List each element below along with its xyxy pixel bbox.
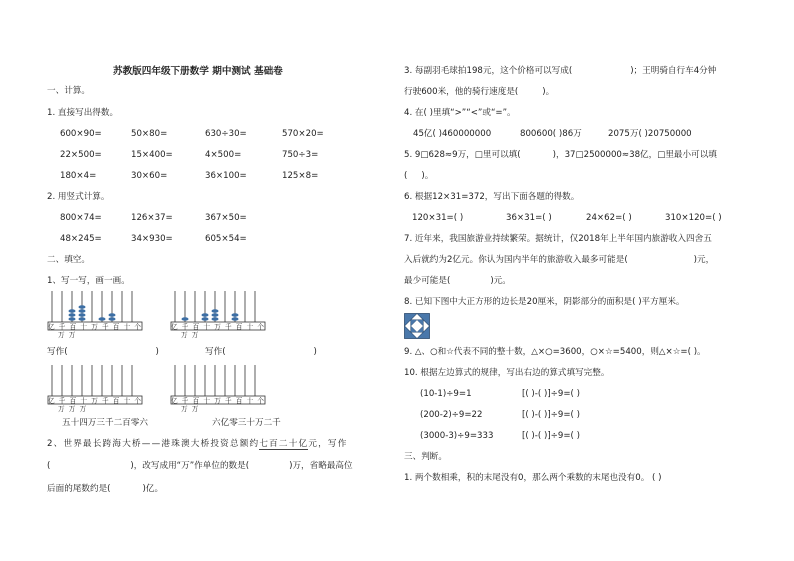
section-2-heading: 二、填空。 <box>47 255 90 265</box>
compare-item[interactable]: 45亿( )460000000 <box>413 129 492 139</box>
compare-item[interactable]: 2075万( )20750000 <box>608 129 692 139</box>
calc-item: 30×60= <box>131 171 168 181</box>
question-1-1: 1. 直接写出得数。 <box>47 108 119 118</box>
question-2-10: 10. 根据左边算式的规律，写出右边的算式填写完整。 <box>404 368 610 378</box>
vertical-calc-item: 800×74= <box>60 213 102 223</box>
calc-item: 180×4= <box>60 171 97 181</box>
calc-item: 15×400= <box>131 150 173 160</box>
pattern-left-item: (3000-3)÷9=333 <box>420 431 494 441</box>
abacus-3-labels-bottom: 万 万 万 <box>58 405 87 413</box>
pattern-right-item[interactable]: [( )-( )]÷9=( ) <box>522 389 580 399</box>
abacus-2-labels-bottom: 万 万 <box>181 331 199 339</box>
product-item[interactable]: 24×62=( ) <box>586 213 632 223</box>
calc-item: 125×8= <box>282 171 319 181</box>
vertical-calc-item: 605×54= <box>205 234 247 244</box>
question-2-1: 1、写一写，画一画。 <box>47 276 130 286</box>
compare-item[interactable]: 800600( )86万 <box>520 129 582 139</box>
vertical-calc-item: 34×930= <box>131 234 173 244</box>
judge-item-1[interactable]: 1. 两个数相乘，积的末尾没有0，那么两个乘数的末尾也没有0。 ( ) <box>404 473 662 483</box>
abacus-2-labels: 亿 千 百 十 万 千 百 十 个 <box>171 323 264 331</box>
calc-item: 22×500= <box>60 150 102 160</box>
bridge-amount: 七百二十亿 <box>259 439 309 449</box>
question-2-5-line1[interactable]: 5. 9□628≈9万，□里可以填( )，37□2500000≈38亿，□里最小可以填 <box>404 150 717 160</box>
question-2-5-line2[interactable]: ( )。 <box>404 171 434 181</box>
section-1-heading: 一、计算。 <box>47 86 90 96</box>
square-figure <box>404 313 430 342</box>
abacus-caption-1: 五十四万三千二百零六 <box>62 418 148 428</box>
question-2-7-line3[interactable]: 最少可能是( )元。 <box>404 276 511 286</box>
calc-item: 4×500= <box>205 150 242 160</box>
question-2-9[interactable]: 9. △、○和☆代表不同的整十数，△×○=3600，○×☆=5400，则△×☆=( )。 <box>404 347 706 357</box>
question-2-3-line2[interactable]: 行驶600米，他的骑行速度是( )。 <box>404 87 555 97</box>
abacus-4-labels: 亿 千 百 十 万 千 百 十 个 <box>171 397 264 405</box>
abacus-4-labels-bottom: 万 万 <box>181 405 199 413</box>
question-2-2-line3[interactable]: 后面的尾数约是( )亿。 <box>47 484 164 494</box>
question-2-6: 6. 根据12×31=372，写出下面各题的得数。 <box>404 192 580 202</box>
pattern-right-item[interactable]: [( )-( )]÷9=( ) <box>522 410 580 420</box>
question-2-3-line1[interactable]: 3. 每副羽毛球拍198元，这个价格可以写成( )；王明骑自行车4分钟 <box>404 66 717 76</box>
calc-item: 50×80= <box>131 129 168 139</box>
calc-item: 600×90= <box>60 129 102 139</box>
abacus-1-labels-bottom: 万 万 <box>58 331 76 339</box>
section-3-heading: 三、判断。 <box>404 452 447 462</box>
abacus-1-labels: 亿 千 百 十 万 千 百 十 个 <box>48 323 141 331</box>
question-2-7-line2[interactable]: 入后就约为2亿元。你认为国内半年的旅游收入最多可能是( )元， <box>404 255 715 265</box>
page-title: 苏教版四年级下册数学 期中测试 基础卷 <box>113 66 283 77</box>
vertical-calc-item: 48×245= <box>60 234 102 244</box>
calc-item: 36×100= <box>205 171 247 181</box>
pattern-left-item: (200-2)÷9=22 <box>420 410 483 420</box>
question-1-2: 2. 用竖式计算。 <box>47 192 110 202</box>
vertical-calc-item: 367×50= <box>205 213 247 223</box>
question-2-2-line1: 2、世界最长跨海大桥——港珠澳大桥投资总额约七百二十亿元，写作 <box>47 439 348 449</box>
product-item[interactable]: 120×31=( ) <box>412 213 464 223</box>
product-item[interactable]: 310×120=( ) <box>665 213 722 223</box>
question-2-4: 4. 在( )里填“>”“<”或“=”。 <box>404 108 516 118</box>
pattern-left-item: (10-1)÷9=1 <box>420 389 472 399</box>
calc-item: 630÷30= <box>205 129 247 139</box>
calc-item: 570×20= <box>282 129 324 139</box>
abacus-caption-2: 六亿零三十万二千 <box>212 418 281 428</box>
question-2-7-line1: 7. 近年来，我国旅游业持续繁荣。据统计，仅2018年上半年国内旅游收入四舍五 <box>404 234 712 244</box>
question-2-8[interactable]: 8. 已知下图中大正方形的边长是20厘米，阴影部分的面积是( )平方厘米。 <box>404 297 685 307</box>
pattern-right-item[interactable]: [( )-( )]÷9=( ) <box>522 431 580 441</box>
vertical-calc-item: 126×37= <box>131 213 173 223</box>
write-as-1[interactable]: 写作( ) <box>47 347 159 357</box>
product-item[interactable]: 36×31=( ) <box>506 213 552 223</box>
question-2-2-line2[interactable]: ( )，改写成用“万”作单位的数是( )万，省略最高位 <box>47 461 353 471</box>
write-as-2[interactable]: 写作( ) <box>205 347 317 357</box>
calc-item: 750÷3= <box>282 150 319 160</box>
abacus-3-labels: 亿 千 百 十 万 千 百 十 个 <box>48 397 141 405</box>
